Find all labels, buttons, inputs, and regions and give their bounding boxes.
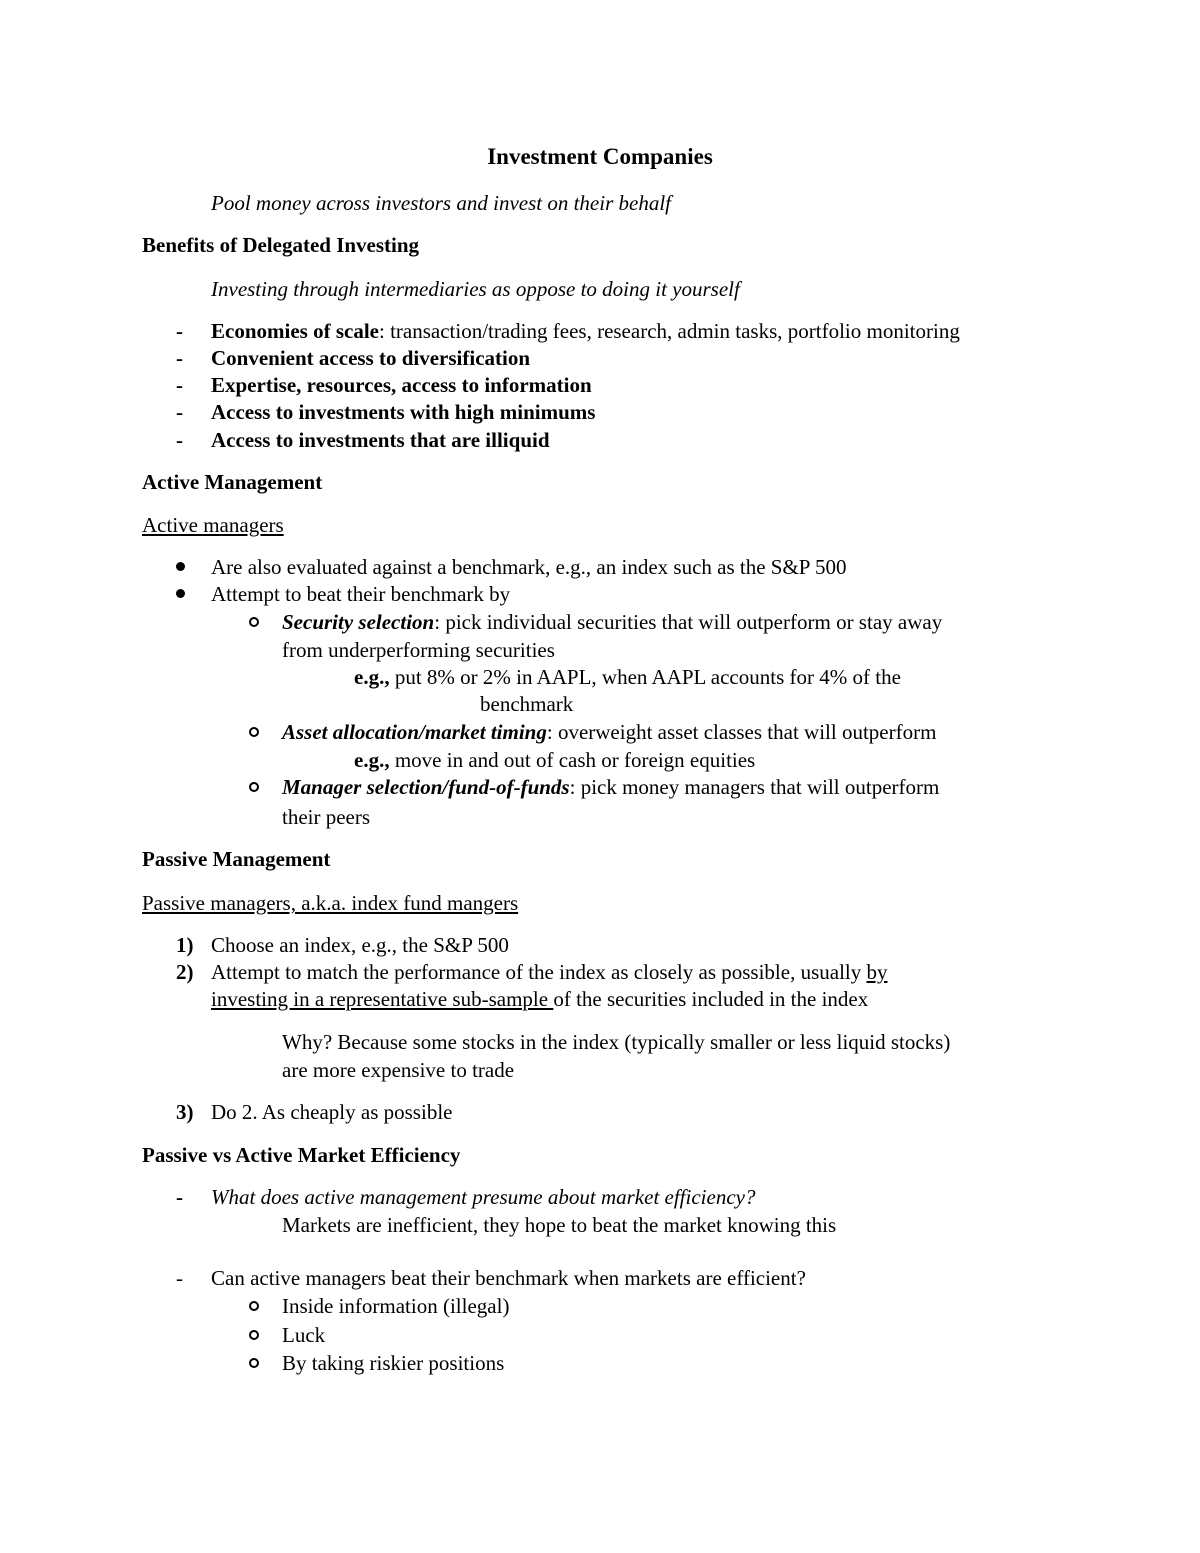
list-number: 2) bbox=[176, 960, 194, 984]
passive-why-cont: are more expensive to trade bbox=[282, 1058, 515, 1082]
efficiency-question-1: What does active management presume about market efficiency? bbox=[211, 1185, 756, 1209]
benefits-intro: Investing through intermediaries as oppose to doing it yourself bbox=[211, 277, 740, 301]
benefit-term: Economies of scale bbox=[211, 319, 379, 343]
passive-item-2-text: Attempt to match the performance of the index as closely as possible, usually bbox=[211, 960, 867, 984]
passive-item-1: Choose an index, e.g., the S&P 500 bbox=[211, 933, 509, 957]
benefit-item: Expertise, resources, access to information bbox=[211, 373, 592, 397]
security-selection-text: : pick individual securities that will outperform or stay away bbox=[434, 610, 943, 634]
benefits-heading: Benefits of Delegated Investing bbox=[142, 233, 420, 257]
bullet-icon bbox=[176, 589, 185, 598]
circle-bullet-icon bbox=[249, 727, 259, 737]
asset-allocation-example bbox=[354, 747, 755, 773]
benefit-item bbox=[211, 318, 960, 344]
passive-item-2-text-cont: of the securities included in the index bbox=[553, 987, 869, 1011]
benefit-detail: : transaction/trading fees, research, admin tasks, portfolio monitoring bbox=[378, 319, 960, 343]
active-bullet-beat: Attempt to beat their benchmark by bbox=[211, 582, 511, 606]
eg-label: e.g., bbox=[354, 665, 390, 689]
benefit-item: Access to investments with high minimums bbox=[211, 400, 596, 424]
dash-marker: - bbox=[176, 1185, 183, 1209]
list-number: 1) bbox=[176, 933, 194, 957]
efficiency-heading: Passive vs Active Market Efficiency bbox=[142, 1143, 461, 1167]
passive-item-2 bbox=[211, 959, 888, 985]
security-selection-example-cont: benchmark bbox=[480, 692, 574, 716]
circle-bullet-icon bbox=[249, 1330, 259, 1340]
eg-label: e.g., bbox=[354, 748, 390, 772]
manager-selection bbox=[282, 774, 939, 800]
manager-selection-term: Manager selection/fund-of-funds bbox=[282, 775, 570, 799]
dash-marker: - bbox=[176, 346, 183, 370]
efficiency-answer-1: Markets are inefficient, they hope to beat the market knowing this bbox=[282, 1213, 837, 1237]
benefit-item: Convenient access to diversification bbox=[211, 346, 531, 370]
security-selection-term: Security selection bbox=[282, 610, 435, 634]
efficiency-answer-item: Inside information (illegal) bbox=[282, 1294, 510, 1318]
efficiency-question-2: Can active managers beat their benchmark when markets are efficient? bbox=[211, 1266, 806, 1290]
efficiency-answer-item: By taking riskier positions bbox=[282, 1351, 505, 1375]
circle-bullet-icon bbox=[249, 1301, 259, 1311]
circle-bullet-icon bbox=[249, 782, 259, 792]
active-subheading: Active managers bbox=[142, 513, 284, 537]
security-selection-example bbox=[354, 664, 901, 690]
active-heading: Active Management bbox=[142, 470, 323, 494]
dash-marker: - bbox=[176, 1266, 183, 1290]
eg-text: put 8% or 2% in AAPL, when AAPL accounts for 4% of the bbox=[389, 665, 901, 689]
bullet-icon bbox=[176, 562, 185, 571]
passive-why: Why? Because some stocks in the index (typically smaller or less liquid stocks) bbox=[282, 1030, 951, 1054]
list-number: 3) bbox=[176, 1100, 194, 1124]
passive-item-2-cont bbox=[211, 986, 868, 1012]
passive-heading: Passive Management bbox=[142, 847, 331, 871]
page-title: Investment Companies bbox=[487, 144, 713, 169]
circle-bullet-icon bbox=[249, 617, 259, 627]
manager-selection-text: : pick money managers that will outperform bbox=[569, 775, 940, 799]
security-selection-cont: from underperforming securities bbox=[282, 638, 555, 662]
active-bullet-benchmark: Are also evaluated against a benchmark, e.g., an index such as the S&P 500 bbox=[211, 555, 847, 579]
eg-text: move in and out of cash or foreign equities bbox=[389, 748, 756, 772]
dash-marker: - bbox=[176, 319, 183, 343]
manager-selection-cont: their peers bbox=[282, 805, 371, 829]
circle-bullet-icon bbox=[249, 1358, 259, 1368]
asset-allocation-text: : overweight asset classes that will outperform bbox=[546, 720, 937, 744]
passive-subheading: Passive managers, a.k.a. index fund mangers bbox=[142, 891, 519, 915]
passive-item-2-underlined-cont: investing in a representative sub-sample bbox=[211, 987, 554, 1011]
passive-item-3: Do 2. As cheaply as possible bbox=[211, 1100, 453, 1124]
efficiency-answer-item: Luck bbox=[282, 1323, 326, 1347]
dash-marker: - bbox=[176, 428, 183, 452]
passive-item-2-underlined: by bbox=[866, 960, 888, 984]
dash-marker: - bbox=[176, 373, 183, 397]
benefit-item: Access to investments that are illiquid bbox=[211, 428, 550, 452]
asset-allocation-term: Asset allocation/market timing bbox=[282, 720, 547, 744]
page-subtitle: Pool money across investors and invest on their behalf bbox=[211, 191, 671, 215]
dash-marker: - bbox=[176, 400, 183, 424]
security-selection bbox=[282, 609, 942, 635]
asset-allocation bbox=[282, 719, 936, 745]
